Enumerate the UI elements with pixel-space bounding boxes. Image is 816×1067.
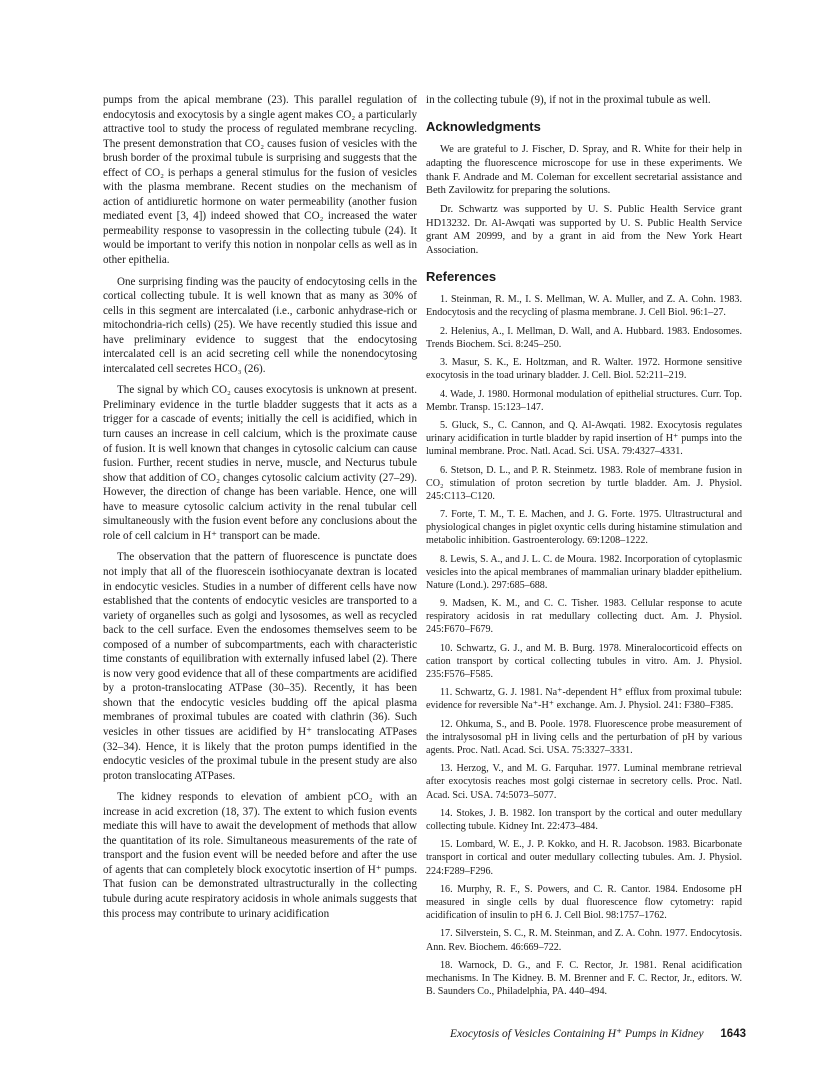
body-paragraph-4: The observation that the pattern of fluorescence is punctate does not imply that all of the fluorescein isothiocyanate dextran is located in endocytic vesicles. Studies in a number of different cells have now established that the contents of endocytic vesicles are transported to a variety of organelles such as golgi and lysosomes, as well as recycled back to the cell surface. Even the endosomes themselves seem to be composed of a number of subcompartments, each with characteristic time constants of equilibration with externally infused label (2). There is now very good evidence that all of these compartments are acidified by a proton-translocating ATPase (30–35). Recently, it has been shown that the endocytic vesicles budding off the apical plasma membranes of proximal tubules are coated with clathrin (36). Such vesicles in other tissues are acidified by H⁺ translocating ATPases (32–34). Hence, it is likely that the proton pumps identified in the endocytic vesicles of the proximal tubule in the present study are also proton translocating ATPases. xyxy=(103,551,417,782)
body-paragraph-1: pumps from the apical membrane (23). This parallel regulation of endocytosis and exocytosis by a single agent makes CO₂ a particularly attractive tool to study the process of regulated membrane recycling. The present demonstration that CO₂ causes fusion of vesicles with the brush border of the proximal tubule is surprising and suggests that the effect of CO₂ is perhaps a general stimulus for the fusion of vesicles with the plasma membrane. Recent studies on the mechanism of action of antidiuretic hormone on water permeability (another fusion mediated event [3, 4]) indeed showed that CO₂ increased the water permeability response to vasopressin in the collecting tubule (24). It would be important to verify this notion in nonpolar cells as well as in other epithelia. xyxy=(103,94,417,267)
reference-item: 1. Steinman, R. M., I. S. Mellman, W. A. Muller, and Z. A. Cohn. 1983. Endocytosis and the recycling of plasma membrane. J. Cell Biol. 96:1–27. xyxy=(426,294,742,319)
left-column xyxy=(103,93,417,921)
reference-item: 2. Helenius, A., I. Mellman, D. Wall, and A. Hubbard. 1983. Endosomes. Trends Biochem. Sci. 8:245–250. xyxy=(426,325,742,350)
body-paragraph-3: The signal by which CO₂ causes exocytosis is unknown at present. Preliminary evidence in the turtle bladder suggests that it acts as a trigger for a cascade of events; initially the cell is acidified, which in turn causes an increase in cell calcium, which is the proximate cause of fusion. It is well known that changes in cytosolic calcium can cause fusion. Further, recent studies in nerve, muscle, and Necturus tubule show that addition of CO₂ changes cytosolic calcium activity (27–29). However, the direction of change has been variable. Hence, one will have to measure cytosolic calcium activity in the renal tubular cell simultaneously with the fusion event before any conclusions about the role of cell calcium in H⁺ transport can be made. xyxy=(103,384,417,542)
references-heading: References xyxy=(426,268,497,284)
running-title: Exocytosis of Vesicles Containing H⁺ Pumps in Kidney xyxy=(450,1028,704,1040)
reference-item: 15. Lombard, W. E., J. P. Kokko, and H. R. Jacobson. 1983. Bicarbonate transport in cortical and outer medullary collecting tubules. Am. J. Physiol. 224:F289–F296. xyxy=(426,839,742,877)
reference-item: 6. Stetson, D. L., and P. R. Steinmetz. 1983. Role of membrane fusion in CO₂ stimulation of proton secretion by turtle bladder. Am. J. Physiol. 245:C113–C120. xyxy=(426,464,742,502)
right-column xyxy=(426,93,742,1004)
acknowledgments-section xyxy=(426,143,742,258)
reference-list xyxy=(426,293,742,998)
reference-item: 8. Lewis, S. A., and J. L. C. de Moura. 1982. Incorporation of cytoplasmic vesicles into the apical membranes of mammalian urinary bladder epithelium. Nature (Lond.). 297:685–688. xyxy=(426,553,742,591)
continuation-paragraph: in the collecting tubule (9), if not in the proximal tubule as well. xyxy=(426,94,711,106)
reference-item: 12. Ohkuma, S., and B. Poole. 1978. Fluorescence probe measurement of the intralysosomal pH in living cells and the perturbation of pH by various agents. Proc. Natl. Acad. Sci. USA. 75:3327–3331. xyxy=(426,718,742,756)
page-footer xyxy=(450,1026,746,1040)
body-paragraph-2: One surprising finding was the paucity of endocytosing cells in the cortical collecting tubule. It is well known that as many as 30% of cells in this segment are intercalated (i.e., carbonic anhydrase-rich or mitochondria-rich cells) (25). We have recently studied this issue and have preliminary evidence to suggest that the endocytosing intercalated cell is an acid secreting cell while the nonendocytosing intercalated cell secretes HCO₃ (26). xyxy=(103,275,417,375)
acknowledgment-paragraph-1: We are grateful to J. Fischer, D. Spray, and R. White for their help in adapting the fluorescence microscope for use in these experiments. We thank F. Andrade and M. Coleman for excellent secretarial assistance and Beth Zavilowitz for preparing the solutions. xyxy=(426,144,742,197)
reference-item: 9. Madsen, K. M., and C. C. Tisher. 1983. Cellular response to acute respiratory acidosis in rat medullary collecting duct. Am. J. Physiol. 245:F670–F679. xyxy=(426,598,742,636)
reference-item: 7. Forte, T. M., T. E. Machen, and J. G. Forte. 1975. Ultrastructural and physiological changes in piglet oxyntic cells during histamine stimulation and metabolic inhibition. Gastroenterology. 69:1208–1222. xyxy=(426,509,742,547)
reference-item: 14. Stokes, J. B. 1982. Ion transport by the cortical and outer medullary collecting tubule. Kidney Int. 22:473–484. xyxy=(426,807,742,832)
reference-item: 13. Herzog, V., and M. G. Farquhar. 1977. Luminal membrane retrieval after exocytosis reaches most golgi cisternae in secretory cells. Proc. Natl. Acad. Sci. USA. 74:5073–5077. xyxy=(426,763,742,801)
page-number: 1643 xyxy=(720,1028,746,1040)
acknowledgment-paragraph-2: Dr. Schwartz was supported by U. S. Public Health Service grant HD13232. Dr. Al-Awqati was supported by U. S. Public Health Service grant AM 20999, and by a grant in aid from the New York Heart Association. xyxy=(426,203,742,257)
reference-item: 18. Warnock, D. G., and F. C. Rector, Jr. 1981. Renal acidification mechanisms. In The Kidney. B. M. Brenner and F. C. Rector, Jr., editors. W. B. Saunders Co., Philadelphia, PA. 440–494. xyxy=(426,959,742,998)
reference-item: 3. Masur, S. K., E. Holtzman, and R. Walter. 1972. Hormone sensitive exocytosis in the toad urinary bladder. J. Cell. Biol. 52:211–219. xyxy=(426,357,742,382)
body-paragraph-5: The kidney responds to elevation of ambient pCO₂ with an increase in acid excretion (18, 37). The extent to which fusion events mediate this will have to await the development of methods that allow the quantitation of its role. Simultaneous measurements of the rate of transport and the fusion event will be needed before and after the use of agents that can completely block exocytotic insertion of H⁺ pumps. That fusion can be demonstrated ultrastructurally in the collecting tubule during acute respiratory acidosis in whole animals suggests that this process may contribute to urinary acidification xyxy=(103,791,417,920)
reference-item: 10. Schwartz, G. J., and M. B. Burg. 1978. Mineralocorticoid effects on cation transport by cortical collecting tubules in vitro. Am. J. Physiol. 235:F576–F585. xyxy=(426,642,742,680)
reference-item: 16. Murphy, R. F., S. Powers, and C. R. Cantor. 1984. Endosome pH measured in single cells by dual fluorescence flow cytometry: rapid acidification of insulin to pH 6. J. Cell Biol. 98:1757–1762. xyxy=(426,883,742,922)
reference-item: 4. Wade, J. 1980. Hormonal modulation of epithelial structures. Curr. Top. Membr. Transp. 15:123–147. xyxy=(426,388,742,413)
reference-item: 5. Gluck, S., C. Cannon, and Q. Al-Awqati. 1982. Exocytosis regulates urinary acidification in turtle bladder by rapid insertion of H⁺ pumps into the luminal membrane. Proc. Natl. Acad. Sci. USA. 79:4327–4331. xyxy=(426,420,742,458)
reference-item: 17. Silverstein, S. C., R. M. Steinman, and Z. A. Cohn. 1977. Endocytosis. Ann. Rev. Biochem. 46:669–722. xyxy=(426,928,742,953)
acknowledgments-heading: Acknowledgments xyxy=(426,118,541,134)
reference-item: 11. Schwartz, G. J. 1981. Na⁺-dependent H⁺ efflux from proximal tubule: evidence for reversible Na⁺-H⁺ exchange. Am. J. Physiol. 241: F380–F385. xyxy=(426,687,742,712)
